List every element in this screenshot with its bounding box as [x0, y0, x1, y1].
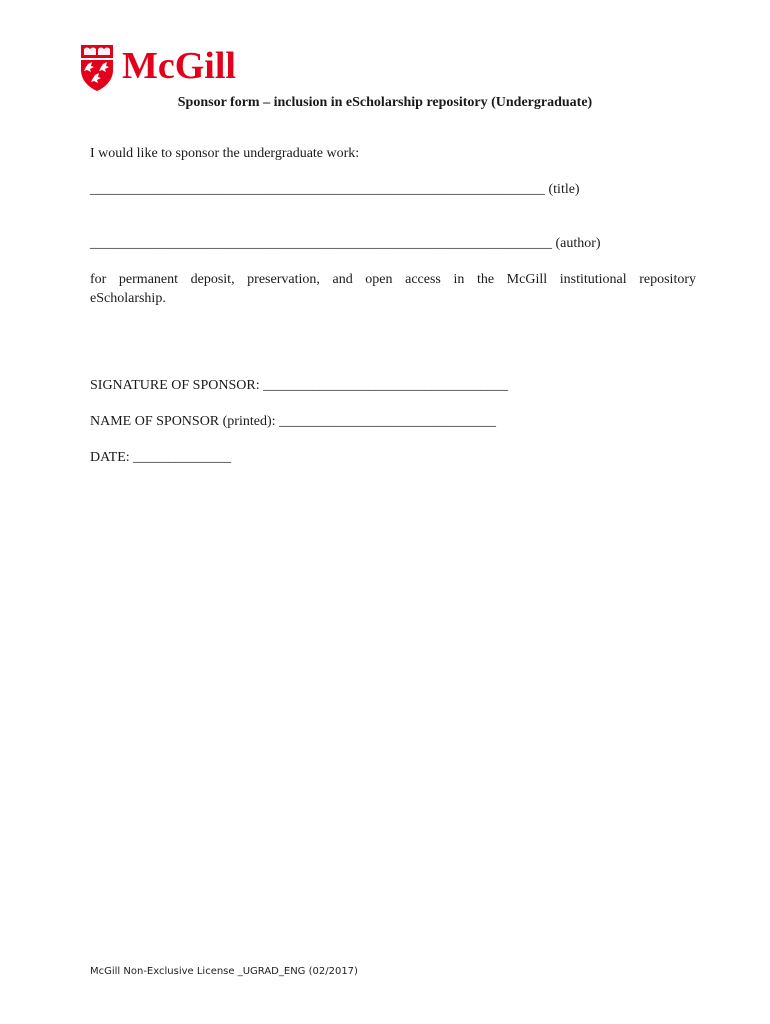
sponsor-name-field: NAME OF SPONSOR (printed): _______________________________ [90, 414, 497, 429]
intro-text: I would like to sponsor the undergraduate work: [90, 146, 360, 161]
author-field-line: __________________________________________________________________ (author) [90, 236, 601, 251]
mcgill-logo [80, 44, 236, 94]
title-field-line: _________________________________________________________________ (title) [90, 182, 580, 197]
mcgill-crest-icon [80, 44, 114, 92]
document-title: Sponsor form – inclusion in eScholarship repository (Undergraduate) [177, 95, 593, 110]
date-field: DATE: ______________ [90, 450, 232, 465]
signature-field: SIGNATURE OF SPONSOR: ___________________________________ [90, 378, 509, 393]
purpose-paragraph: for permanent deposit, preservation, and open access in the McGill institutional repository eScholarship. [90, 272, 696, 306]
footer-text: McGill Non-Exclusive License _UGRAD_ENG (02/2017) [90, 966, 358, 977]
logo-wordmark: McGill [122, 45, 236, 87]
